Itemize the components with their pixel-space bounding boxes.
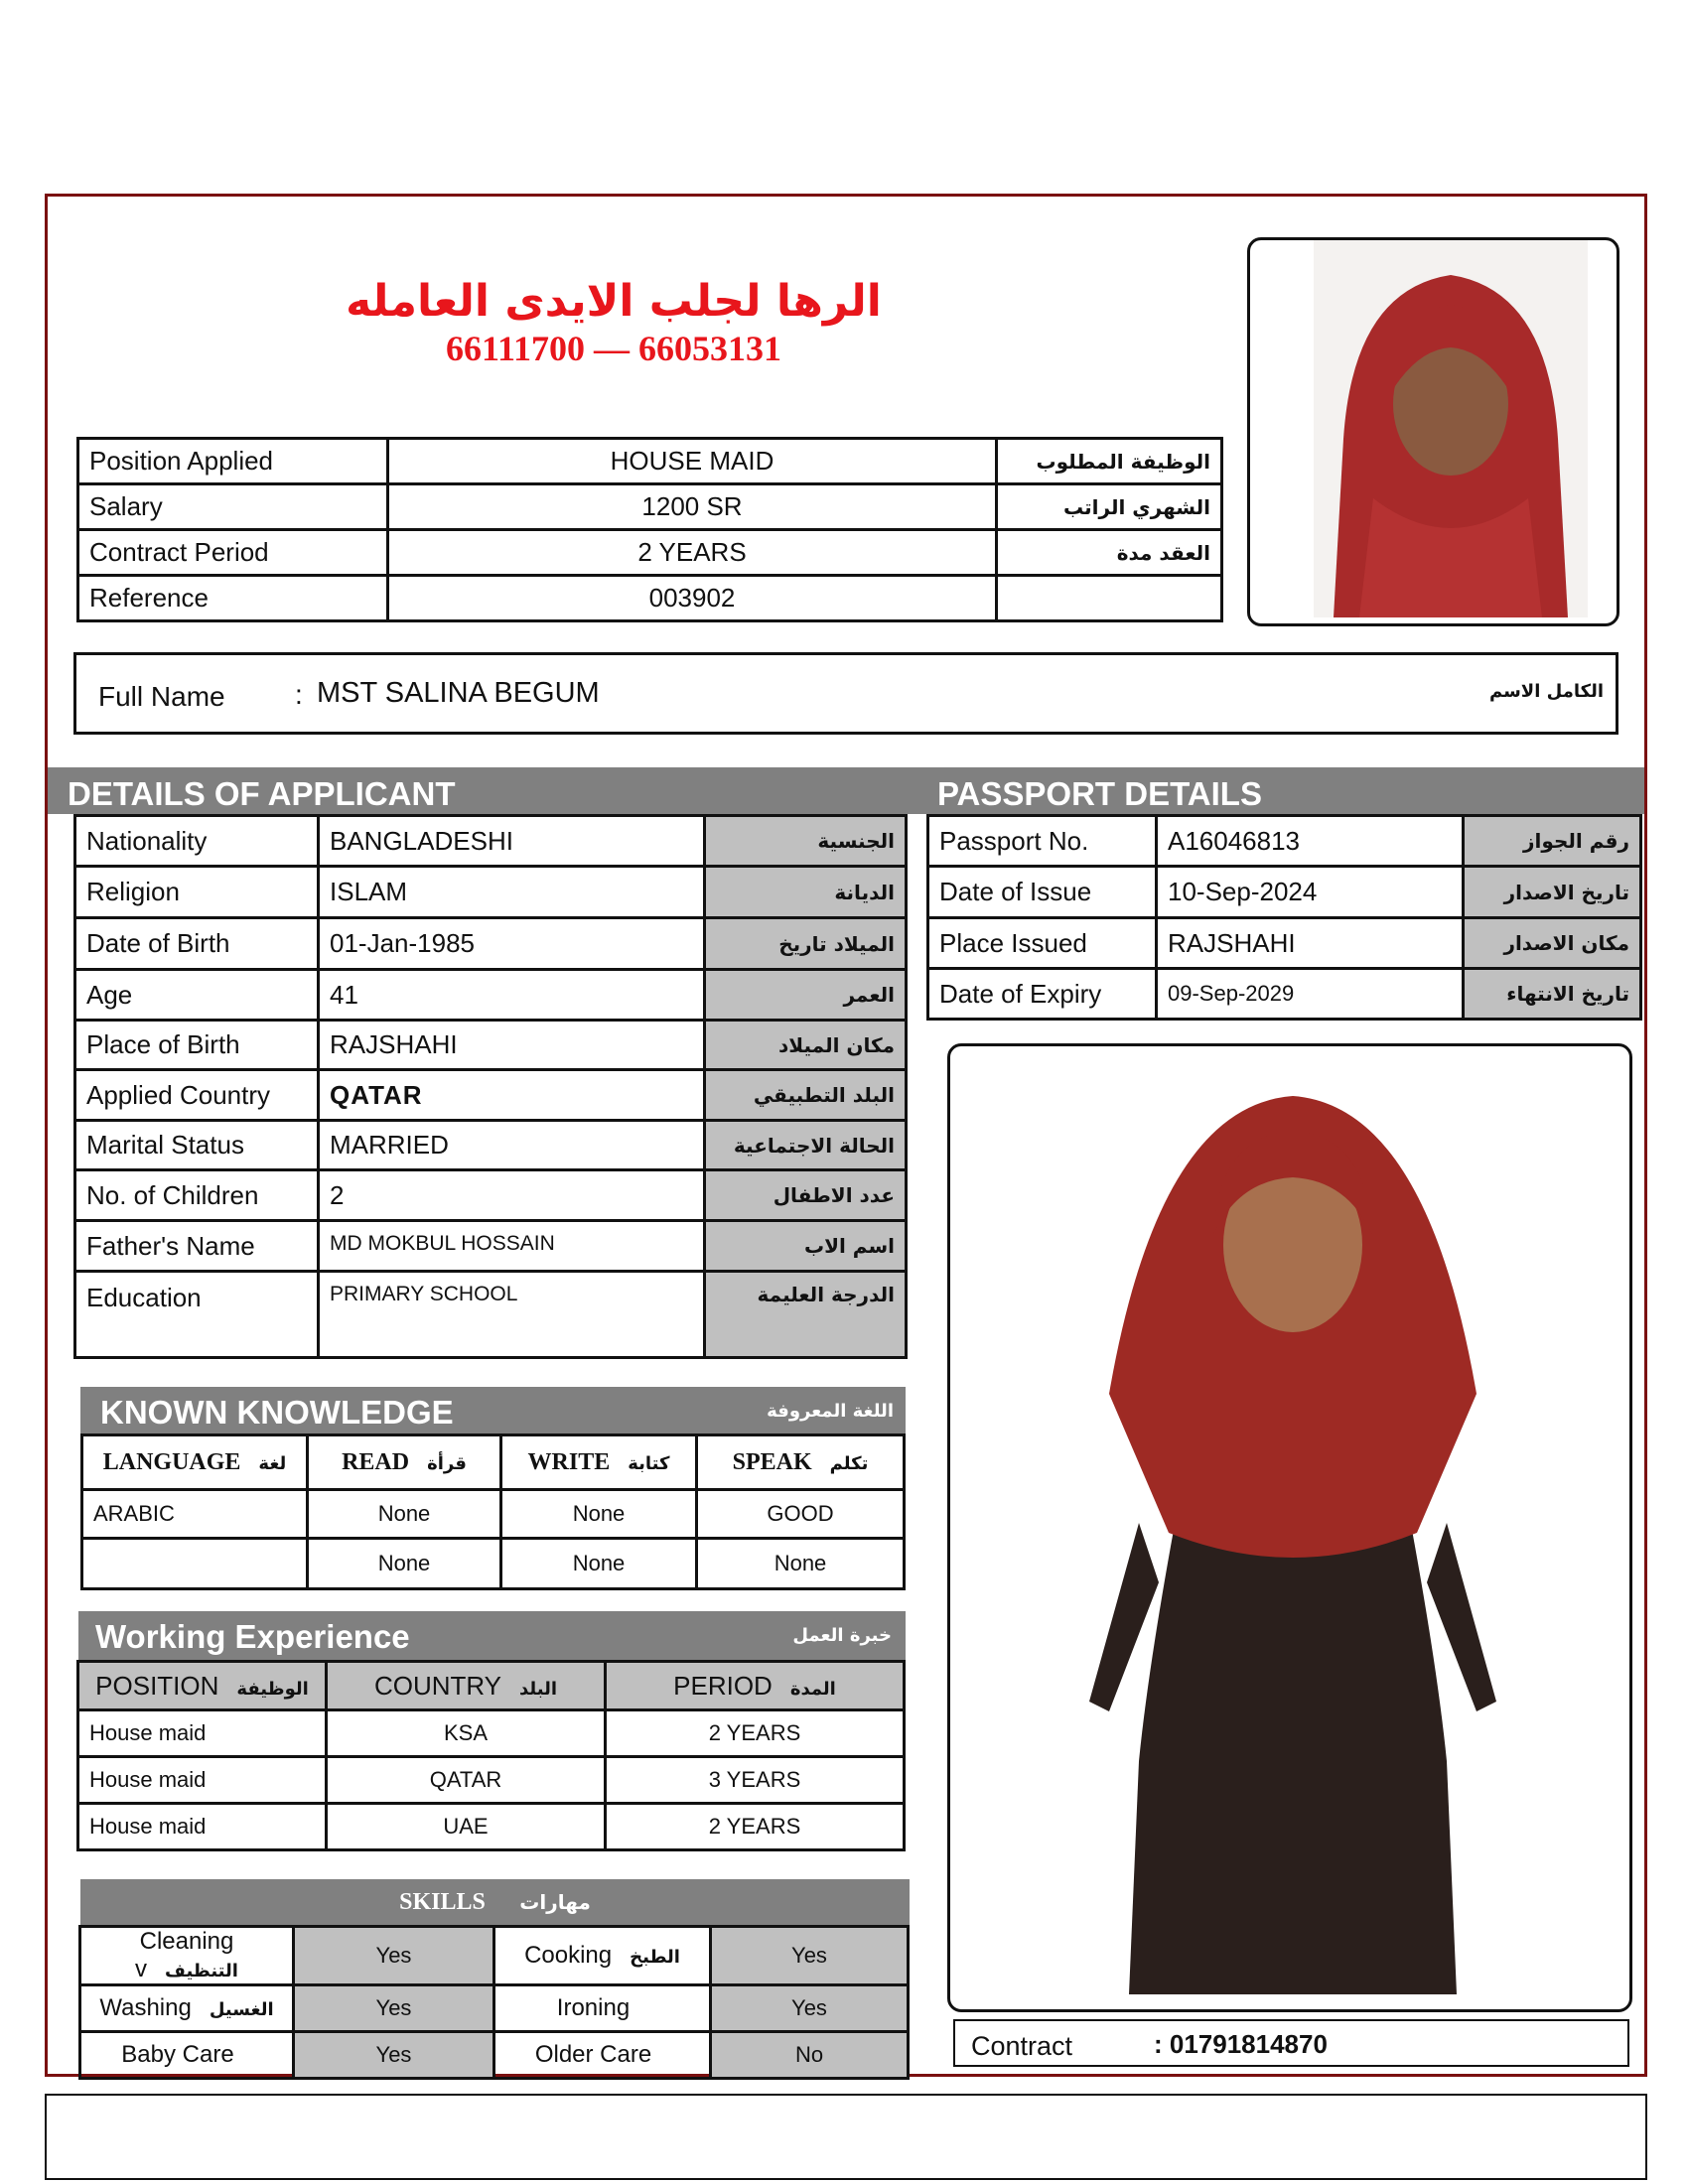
skill-name [494, 1985, 711, 2032]
full-name-box [73, 652, 1618, 735]
field-label-arabic: مكان الاصدار [1464, 918, 1641, 969]
field-label-arabic: الجنسية [705, 816, 907, 867]
table-row [80, 1985, 909, 2032]
field-label-arabic: اسم الاب [705, 1221, 907, 1272]
column-header [82, 1435, 308, 1490]
table-row [928, 969, 1641, 1020]
table-row [78, 1710, 905, 1757]
table-row [75, 918, 907, 970]
field-label: Education [75, 1272, 319, 1358]
field-value: 09-Sep-2029 [1157, 969, 1464, 1020]
full-body-photo-frame [947, 1043, 1632, 2012]
field-label: Position Applied [78, 439, 388, 484]
column-header [78, 1662, 327, 1710]
table-row [78, 439, 1222, 484]
table-row [78, 1804, 905, 1850]
field-value: 10-Sep-2024 [1157, 867, 1464, 918]
table-row [78, 1757, 905, 1804]
label-en: Ironing [556, 1994, 631, 2021]
field-label-arabic: الديانة [705, 867, 907, 918]
field-label-arabic: العمر [705, 970, 907, 1021]
field-label: Date of Birth [75, 918, 319, 970]
known-knowledge-header [80, 1387, 906, 1433]
skills-table [78, 1925, 910, 2080]
field-label: No. of Children [75, 1170, 319, 1221]
table-cell: House maid [78, 1757, 327, 1804]
full-name-arabic: الكامل الاسم [1488, 681, 1604, 702]
field-value: 2 YEARS [388, 530, 997, 576]
table-cell: None [308, 1490, 501, 1539]
skills-title: SKILLS [399, 1889, 486, 1915]
table-row [928, 918, 1641, 969]
field-label-arabic: رقم الجواز [1464, 816, 1641, 867]
portrait-photo-frame [1247, 237, 1619, 626]
agency-logo-name: الرها لجلب الايدى العامله [346, 276, 882, 327]
field-label: Date of Expiry [928, 969, 1157, 1020]
field-label-arabic: الدرجة العليمة [705, 1272, 907, 1358]
table-row [75, 1221, 907, 1272]
full-body-photo [1050, 1066, 1536, 1999]
label-en: COUNTRY [373, 1670, 502, 1701]
agency-phones: 66111700 — 66053131 [445, 329, 782, 368]
field-label: Father's Name [75, 1221, 319, 1272]
skill-value: Yes [294, 2032, 494, 2079]
table-row [80, 2032, 909, 2079]
label-en: WRITE [527, 1449, 611, 1475]
field-label: Place of Birth [75, 1021, 319, 1070]
field-label-arabic: الميلاد تاريخ [705, 918, 907, 970]
field-value: 003902 [388, 576, 997, 621]
field-label: Salary [78, 484, 388, 530]
table-row [928, 816, 1641, 867]
working-experience-table [76, 1660, 906, 1851]
label-ar: الطبخ [630, 1947, 680, 1968]
table-cell: 2 YEARS [606, 1710, 905, 1757]
field-label-arabic: الشهري الراتب [997, 484, 1222, 530]
table-cell: GOOD [697, 1490, 905, 1539]
field-label: Contract Period [78, 530, 388, 576]
passport-details-table [926, 814, 1642, 1021]
label-ar: الغسيل [209, 1999, 274, 2020]
table-cell: UAE [327, 1804, 606, 1850]
contract-label: Contract [971, 2031, 1073, 2061]
column-header [501, 1435, 697, 1490]
field-label: Date of Issue [928, 867, 1157, 918]
passport-header: PASSPORT DETAILS [937, 775, 1262, 812]
label-en: LANGUAGE [102, 1449, 241, 1475]
label-en: POSITION [95, 1670, 219, 1701]
field-value: PRIMARY SCHOOL [319, 1272, 705, 1358]
label-ar: قرأة [427, 1453, 467, 1474]
label-en: PERIOD [673, 1670, 773, 1701]
table-cell: House maid [78, 1804, 327, 1850]
table-cell: None [308, 1539, 501, 1589]
label-en: Cooking [524, 1942, 613, 1969]
table-row [82, 1435, 905, 1490]
table-row [78, 530, 1222, 576]
table-row [75, 1170, 907, 1221]
table-row [75, 1272, 907, 1358]
applicant-details-table [73, 814, 908, 1359]
skill-value: Yes [711, 1927, 909, 1985]
table-row [75, 816, 907, 867]
table-cell: ARABIC [82, 1490, 308, 1539]
known-knowledge-title: KNOWN KNOWLEDGE [100, 1394, 454, 1431]
skill-value: No [711, 2032, 909, 2079]
skill-name [80, 1927, 294, 1985]
field-value: 1200 SR [388, 484, 997, 530]
field-value: 41 [319, 970, 705, 1021]
table-row [82, 1539, 905, 1589]
field-label: Passport No. [928, 816, 1157, 867]
table-cell [82, 1539, 308, 1589]
label-en: SPEAK [732, 1449, 812, 1475]
field-label-arabic: الوظيفة المطلوب [997, 439, 1222, 484]
field-value: RAJSHAHI [1157, 918, 1464, 969]
skill-value: Yes [294, 1927, 494, 1985]
label-en: READ [342, 1449, 410, 1475]
contract-value: : 01791814870 [1154, 2029, 1328, 2059]
skill-name [494, 1927, 711, 1985]
full-name-label: Full Name [98, 681, 225, 712]
skills-arabic: مهارات [519, 1890, 591, 1914]
label-ar: الوظيفة [236, 1678, 309, 1700]
field-value: MARRIED [319, 1121, 705, 1170]
field-label: Place Issued [928, 918, 1157, 969]
table-row [75, 867, 907, 918]
table-row [78, 1662, 905, 1710]
table-row [80, 1927, 909, 1985]
table-row [928, 867, 1641, 918]
full-name-value: MST SALINA BEGUM [317, 677, 600, 709]
field-label-arabic: تاريخ الانتهاء [1464, 969, 1641, 1020]
skill-name [494, 2032, 711, 2079]
contract-box [953, 2019, 1629, 2067]
label-ar: المدة [789, 1678, 836, 1700]
table-cell: None [501, 1539, 697, 1589]
position-table [76, 437, 1223, 622]
field-label: Religion [75, 867, 319, 918]
footer-box [45, 2094, 1647, 2180]
column-header [327, 1662, 606, 1710]
skill-value: Yes [711, 1985, 909, 2032]
working-experience-arabic: خبرة العمل [792, 1625, 892, 1646]
table-cell: QATAR [327, 1757, 606, 1804]
field-label: Age [75, 970, 319, 1021]
column-header [697, 1435, 905, 1490]
label-ar: التنظيف [165, 1961, 238, 1981]
table-row [82, 1490, 905, 1539]
table-cell: House maid [78, 1710, 327, 1757]
table-cell: 2 YEARS [606, 1804, 905, 1850]
table-row [75, 1121, 907, 1170]
label-ar: كتابة [628, 1453, 670, 1474]
field-value: HOUSE MAID [388, 439, 997, 484]
column-header [308, 1435, 501, 1490]
portrait-photo [1314, 240, 1588, 617]
field-value: RAJSHAHI [319, 1021, 705, 1070]
field-value: 2 [319, 1170, 705, 1221]
field-value: QATAR [319, 1070, 705, 1121]
skill-name [80, 1985, 294, 2032]
known-knowledge-table [80, 1433, 906, 1590]
working-experience-title: Working Experience [95, 1618, 410, 1655]
table-row [75, 1070, 907, 1121]
field-label: Marital Status [75, 1121, 319, 1170]
field-label-arabic: العقد مدة [997, 530, 1222, 576]
label-ar: تكلم [829, 1453, 869, 1474]
table-row [75, 970, 907, 1021]
table-cell: None [501, 1490, 697, 1539]
field-value: BANGLADESHI [319, 816, 705, 867]
field-label: Nationality [75, 816, 319, 867]
skills-header [80, 1879, 910, 1925]
field-label-arabic: البلد التطبيقي [705, 1070, 907, 1121]
table-cell: 3 YEARS [606, 1757, 905, 1804]
field-label-arabic [997, 576, 1222, 621]
label-ar: البلد [519, 1678, 558, 1700]
table-cell: None [697, 1539, 905, 1589]
details-header: DETAILS OF APPLICANT [68, 775, 456, 812]
known-knowledge-arabic: اللغة المعروفة [767, 1401, 894, 1422]
table-row [78, 576, 1222, 621]
field-value: ISLAM [319, 867, 705, 918]
label-en: Washing [99, 1994, 192, 2021]
label-en: Cleaning v [135, 1928, 234, 1982]
field-value: 01-Jan-1985 [319, 918, 705, 970]
table-row [78, 484, 1222, 530]
table-cell: KSA [327, 1710, 606, 1757]
skill-value: Yes [294, 1985, 494, 2032]
field-label-arabic: تاريخ الاصدار [1464, 867, 1641, 918]
field-label-arabic: الحالة الاجتماعية [705, 1121, 907, 1170]
field-label: Reference [78, 576, 388, 621]
full-name-separator: : [295, 679, 303, 710]
column-header [606, 1662, 905, 1710]
label-en: Baby Care [121, 2041, 234, 2068]
label-en: Older Care [534, 2041, 652, 2068]
section-header-bar [48, 767, 1644, 814]
table-row [75, 1021, 907, 1070]
working-experience-header [78, 1611, 906, 1660]
field-value: A16046813 [1157, 816, 1464, 867]
field-value: MD MOKBUL HOSSAIN [319, 1221, 705, 1272]
field-label-arabic: عدد الاطفال [705, 1170, 907, 1221]
field-label-arabic: مكان الميلاد [705, 1021, 907, 1070]
label-ar: لغة [258, 1453, 287, 1474]
field-label: Applied Country [75, 1070, 319, 1121]
skill-name [80, 2032, 294, 2079]
